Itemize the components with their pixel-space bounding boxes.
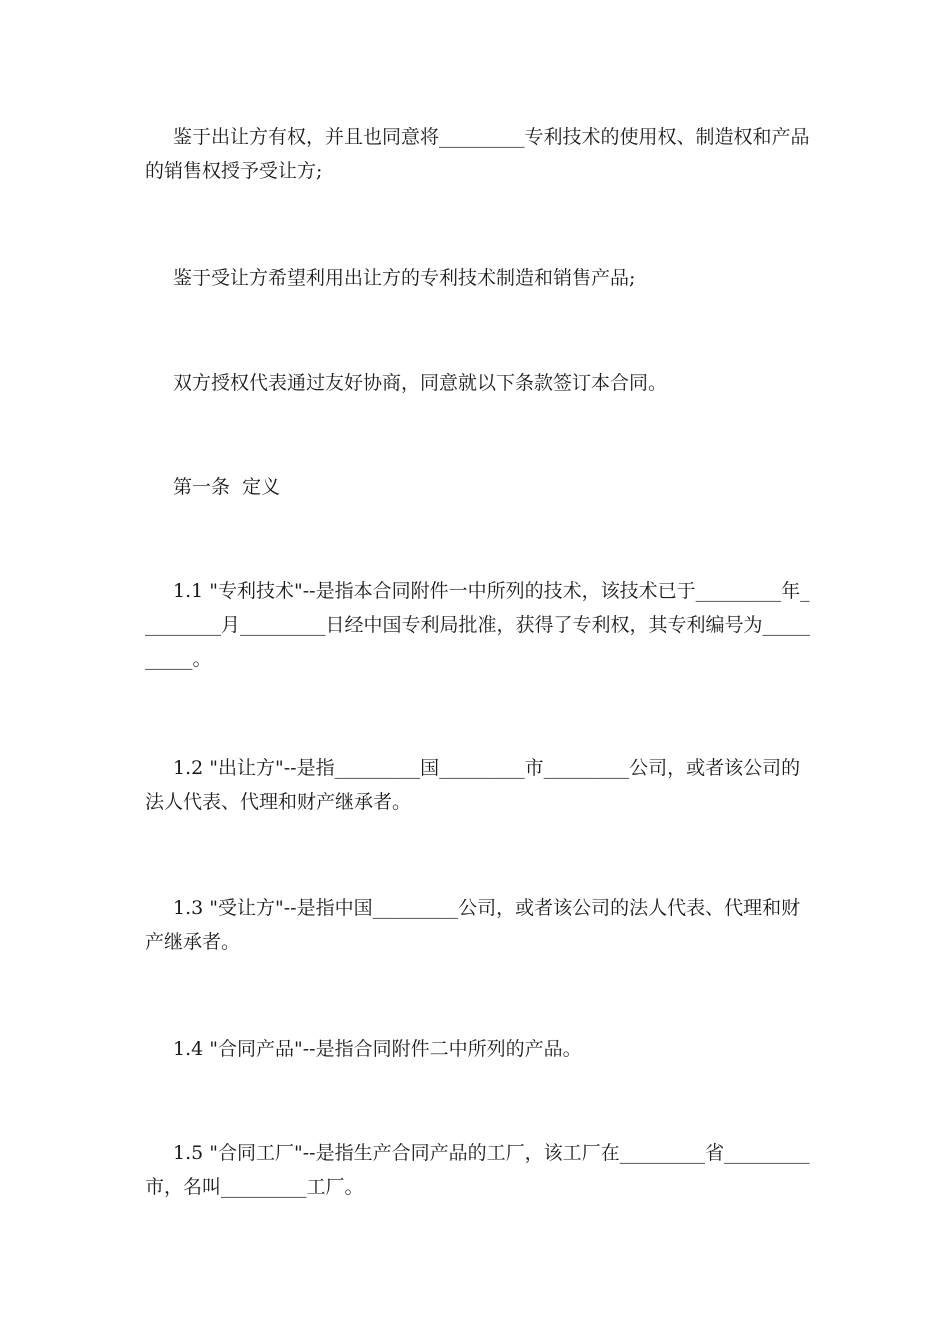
preamble-paragraph-3: 双方授权代表通过友好协商，同意就以下条款签订本合同。 xyxy=(173,372,668,394)
clause-1-4: 1.4 "合同产品"--是指合同附件二中所列的产品。 xyxy=(173,1038,582,1060)
article-1-heading: 第一条 定义 xyxy=(173,476,281,498)
clause-1-3: 1.3 "受让方"--是指中国_________公司，或者该公司的法人代表、代理和财产继承者。 xyxy=(145,897,801,953)
preamble-paragraph-1: 鉴于出让方有权，并且也同意将_________专利技术的使用权、制造权和产品的销售权授予受让方; xyxy=(145,126,810,182)
clause-1-1: 1.1 "专利技术"--是指本合同附件一中所列的技术，该技术已于_________年_________月_________日经中国专利局批准，获得了专利权，其专利编号为__________。 xyxy=(145,580,811,670)
preamble-paragraph-2: 鉴于受让方希望利用出让方的专利技术制造和销售产品; xyxy=(173,267,636,289)
clause-1-2: 1.2 "出让方"--是指_________国_________市_________公司，或者该公司的法人代表、代理和财产继承者。 xyxy=(145,757,801,813)
clause-1-5: 1.5 "合同工厂"--是指生产合同产品的工厂，该工厂在_________省_________市，名叫_________工厂。 xyxy=(145,1142,810,1198)
